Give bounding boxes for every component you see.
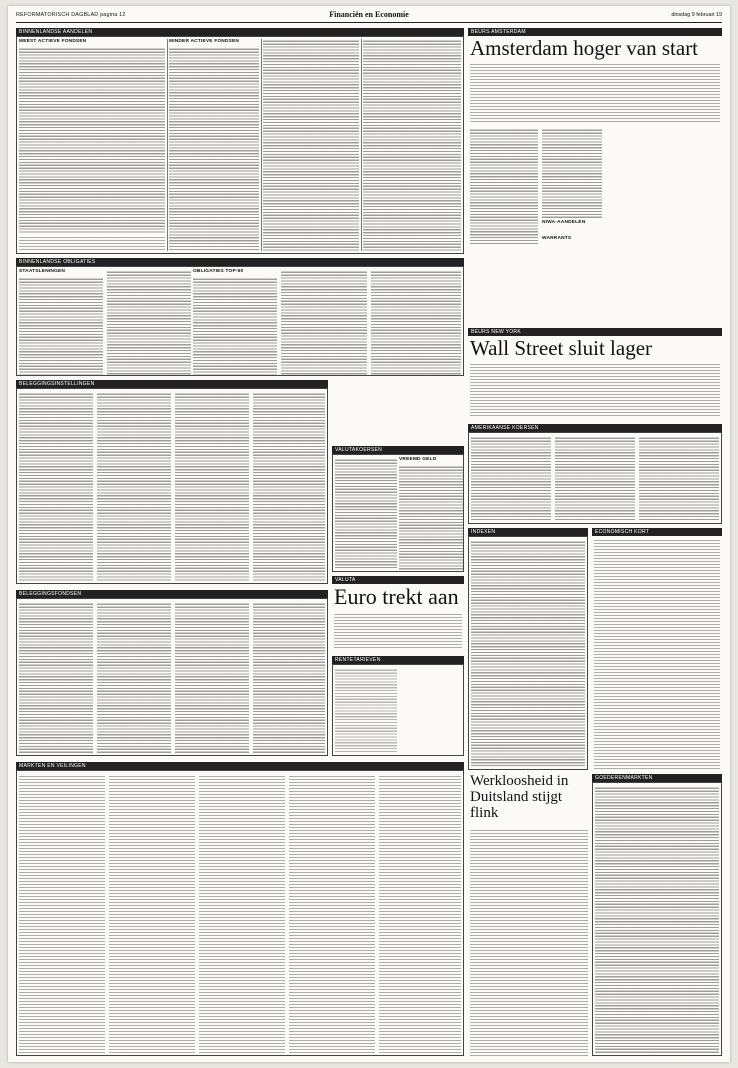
valutakoersen-table: [335, 458, 397, 570]
obligaties-table-3: [281, 270, 367, 375]
beleggingsfondsen-col-2: [97, 602, 171, 753]
vreemd-geld-table: [399, 465, 463, 570]
amsterdam-article-text: [470, 62, 720, 124]
minder-actieve-table-1: [169, 47, 259, 251]
folio-line: [16, 10, 722, 22]
aandelen-box: [16, 36, 464, 254]
wallstreet-headline: Wall Street sluit lager: [470, 336, 653, 360]
beleggingsinstellingen-col-4: [253, 392, 325, 581]
goederenmarkten-box: [592, 782, 722, 1056]
column-divider: [261, 39, 262, 251]
beleggingsinstellingen-box: [16, 388, 328, 584]
minder-actieve-table-2: [263, 39, 359, 251]
indexen-table: [471, 540, 585, 767]
section-bar-binnenlandse-obligaties: BINNENLANDSE OBLIGATIES: [16, 258, 464, 266]
section-bar-goederenmarkten: GOEDERENMARKTEN: [592, 774, 722, 782]
markten-col-4: [289, 774, 375, 1053]
meest-actieve-heading: MEEST ACTIEVE FONDSEN: [19, 39, 87, 44]
wallstreet-article-text: [470, 362, 720, 418]
markten-col-2: [109, 774, 195, 1053]
amerikaanse-koersen-col-1: [471, 436, 551, 522]
beleggingsfondsen-col-3: [175, 602, 249, 753]
valutakoersen-box: [332, 454, 464, 572]
section-bar-beurs-amsterdam: BEURS AMSTERDAM: [468, 28, 722, 36]
warrants-heading: WARRANTS: [542, 236, 572, 241]
staatsleningen-heading: STAATSLENINGEN: [19, 269, 66, 274]
minder-actieve-table-3: [363, 39, 461, 251]
staatsleningen-table-2: [107, 270, 191, 375]
amsterdam-koersen-table: [470, 128, 538, 244]
obligaties-box: [16, 266, 464, 376]
vreemd-geld-heading: VREEMD GELD: [399, 457, 437, 462]
rentetarieven-table: [335, 668, 397, 753]
section-bar-beurs-newyork: BEURS NEW YORK: [468, 328, 722, 336]
section-bar-binnenlandse-aandelen: BINNENLANDSE AANDELEN: [16, 28, 464, 36]
obligaties-table-4: [371, 270, 461, 375]
goederenmarkten-table: [595, 786, 719, 1053]
economisch-kort-text: [594, 538, 720, 770]
amerikaanse-koersen-box: [468, 432, 722, 524]
section-bar-valuta: VALUTA: [332, 576, 464, 584]
amerikaanse-koersen-col-3: [639, 436, 719, 522]
niwa-table: [542, 128, 602, 218]
section-bar-rentetarieven: RENTETARIEVEN: [332, 656, 464, 664]
meest-actieve-table: [19, 47, 165, 233]
werkloosheid-article-text: [470, 828, 588, 1056]
beleggingsfondsen-box: [16, 598, 328, 756]
section-bar-valutakoersen: VALUTAKOERSEN: [332, 446, 464, 454]
column-divider: [167, 39, 168, 251]
section-bar-beleggingsinstellingen: BELEGGINGSINSTELLINGEN: [16, 380, 328, 388]
indexen-box: [468, 536, 588, 770]
obligaties-top-heading: OBLIGATIES TOP-50: [193, 269, 244, 274]
newspaper-page: [8, 6, 730, 1062]
aandelen-footnote: [19, 235, 165, 251]
section-bar-economisch-kort: ECONOMISCH KORT: [592, 528, 722, 536]
section-bar-amerikaanse-koersen: AMERIKAANSE KOERSEN: [468, 424, 722, 432]
folio-section-title: Financiën en Economie: [329, 10, 409, 19]
top-rule: [16, 22, 722, 23]
beleggingsinstellingen-col-2: [97, 392, 171, 581]
beleggingsinstellingen-col-1: [19, 392, 93, 581]
folio-date: dinsdag 9 februari 19: [671, 12, 722, 18]
amerikaanse-koersen-col-2: [555, 436, 635, 522]
werkloosheid-headline: Werkloosheid in Duitsland stijgt flink: [470, 773, 569, 821]
euro-article-text: [334, 612, 462, 648]
minder-actieve-heading: MINDER ACTIEVE FONDSEN: [169, 39, 240, 44]
markten-col-1: [19, 774, 105, 1053]
niwa-heading: NIWA-AANDELEN: [542, 220, 586, 225]
section-bar-markten: MARKTEN EN VEILINGEN: [16, 762, 464, 770]
section-bar-indexen: INDEXEN: [468, 528, 588, 536]
beleggingsinstellingen-col-3: [175, 392, 249, 581]
rentetarieven-box: [332, 664, 464, 756]
amsterdam-headline: Amsterdam hoger van start: [470, 36, 699, 60]
column-divider: [361, 39, 362, 251]
beleggingsfondsen-col-4: [253, 602, 325, 753]
folio-publication: REFORMATORISCH DAGBLAD pagina 12: [16, 12, 126, 18]
euro-headline: Euro trekt aan: [334, 584, 459, 609]
staatsleningen-table: [19, 277, 103, 375]
markten-col-5: [379, 774, 461, 1053]
markten-col-3: [199, 774, 285, 1053]
obligaties-top-table: [193, 277, 277, 375]
markten-box: [16, 770, 464, 1056]
beleggingsfondsen-col-1: [19, 602, 93, 753]
section-bar-beleggingsfondsen: BELEGGINGSFONDSEN: [16, 590, 328, 598]
